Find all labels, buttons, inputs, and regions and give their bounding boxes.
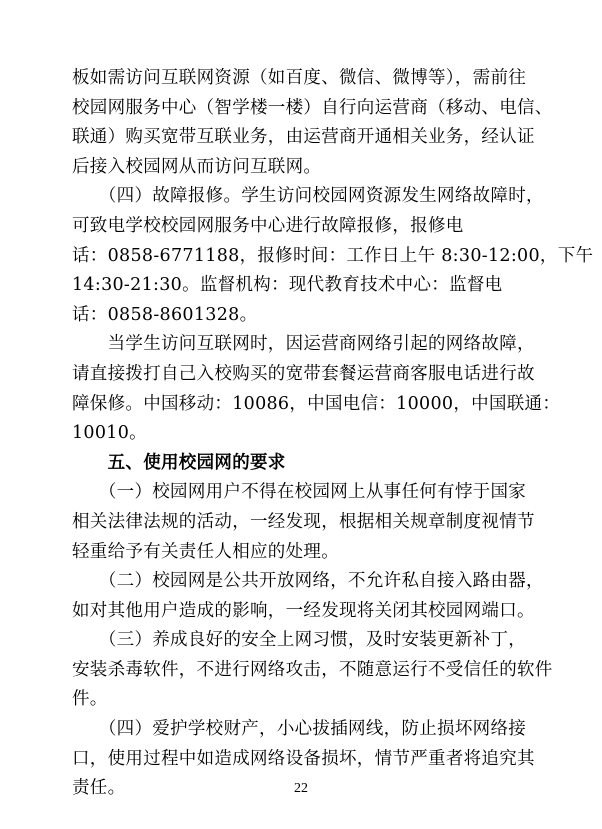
text-line: 话：0858-6771188，报修时间：工作日上午 8:30-12:00，下午 xyxy=(72,245,594,266)
text-line: 轻重给予有关责任人相应的处理。 xyxy=(72,541,339,562)
body-text xyxy=(72,64,594,804)
text-line: 相关法律法规的活动，一经发现，根据相关规章制度视情节 xyxy=(72,511,535,532)
text-line: 话：0858-8601328。 xyxy=(72,304,258,325)
text-line: 14:30-21:30。监督机构：现代教育技术中心：监督电 xyxy=(72,275,503,296)
text-line: 10010。 xyxy=(72,423,147,444)
text-line: 安装杀毒软件，不进行网络攻击，不随意运行不受信任的软件 xyxy=(72,659,553,680)
text-line: 障保修。中国移动：10086，中国电信：10000，中国联通： xyxy=(72,393,561,414)
text-line: 口，使用过程中如造成网络设备损坏，情节严重者将追究其 xyxy=(72,748,535,769)
text-line: （一）校园网用户不得在校园网上从事任何有悖于国家 xyxy=(72,482,527,503)
text-line: （四）爱护学校财产，小心拔插网线，防止损坏网络接 xyxy=(72,719,527,740)
text-line: 板如需访问互联网资源（如百度、微信、微博等），需前往 xyxy=(72,68,527,88)
text-line: 后接入校园网从而访问互联网。 xyxy=(72,156,322,177)
page-number: 22 xyxy=(294,781,308,796)
text-line: （二）校园网是公共开放网络，不允许私自接入路由器， xyxy=(72,571,544,592)
text-line: （三）养成良好的安全上网习惯，及时安装更新补丁， xyxy=(72,630,527,651)
section-heading: 五、使用校园网的要求 xyxy=(72,452,286,473)
text-line: 件。 xyxy=(72,689,108,710)
text-line: 如对其他用户造成的影响，一经发现将关闭其校园网端口。 xyxy=(72,600,535,621)
text-line: 当学生访问互联网时，因运营商网络引起的网络故障， xyxy=(72,334,535,355)
text-line: 联通）购买宽带互联业务，由运营商开通相关业务，经认证 xyxy=(72,127,535,148)
text-line: （四）故障报修。学生访问校园网资源发生网络故障时， xyxy=(72,186,544,207)
text-line: 责任。 xyxy=(72,778,126,799)
text-line: 校园网服务中心（智学楼一楼）自行向运营商（移动、电信、 xyxy=(72,97,553,118)
text-line: 可致电学校校园网服务中心进行故障报修，报修电 xyxy=(72,215,464,236)
text-line: 请直接拨打自己入校购买的宽带套餐运营商客服电话进行故 xyxy=(72,363,535,384)
